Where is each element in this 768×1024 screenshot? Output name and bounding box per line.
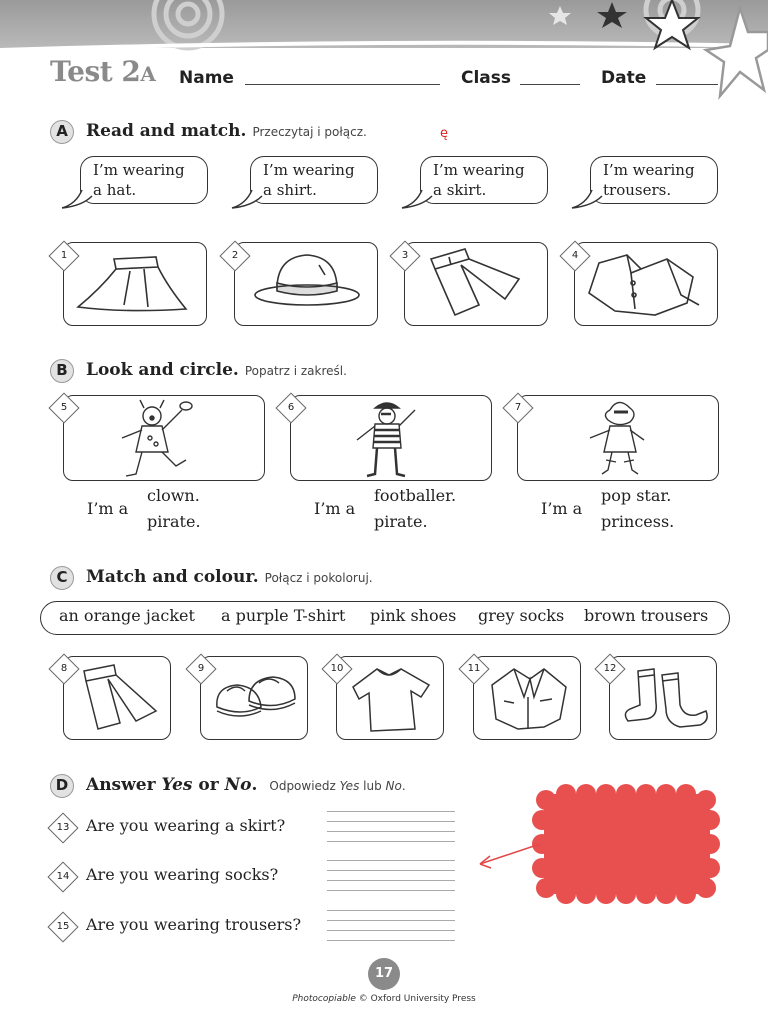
word-pink-shoes[interactable]: pink shoes [370, 606, 457, 625]
name-label: Name [179, 68, 234, 88]
word-grey-socks[interactable]: grey socks [478, 606, 565, 625]
page-number: 17 [368, 958, 400, 990]
section-d-badge: D [50, 774, 74, 798]
section-c-subtitle: Połącz i pokoloruj. [264, 571, 373, 585]
copyright-footer: Photocopiable © Oxford University Press [292, 994, 476, 1004]
question-13: Are you wearing a skirt? [86, 816, 286, 835]
word-orange-jacket[interactable]: an orange jacket [59, 606, 195, 625]
item-number-5: 5 [48, 392, 79, 423]
speech-bubble-hat[interactable]: I’m wearing a hat. [80, 156, 208, 204]
question-14: Are you wearing socks? [86, 865, 279, 884]
section-b-subtitle: Popatrz i zakreśl. [244, 364, 347, 378]
option-6-a[interactable]: footballer. [374, 486, 457, 505]
section-a-subtitle: Przeczytaj i połącz. [252, 125, 367, 139]
prompt-6: I’m a [314, 499, 356, 518]
question-15: Are you wearing trousers? [86, 915, 302, 934]
item-number-4: 4 [559, 240, 590, 271]
test-title: Test 2A [50, 55, 156, 88]
item-number-13: 13 [47, 812, 78, 843]
section-b-badge: B [50, 359, 74, 383]
word-brown-trousers[interactable]: brown trousers [584, 606, 709, 625]
date-label: Date [601, 68, 647, 88]
item-number-12: 12 [594, 653, 625, 684]
item-number-3: 3 [389, 240, 420, 271]
item-number-9: 9 [185, 653, 216, 684]
option-5-b[interactable]: pirate. [147, 512, 201, 531]
option-7-b[interactable]: princess. [601, 512, 675, 531]
section-b-title: Look and circle. Popatrz i zakreśl. [86, 360, 347, 380]
item-number-14: 14 [47, 861, 78, 892]
section-d-title: Answer Yes or No. Odpowiedz Yes lub No. [86, 775, 406, 795]
item-number-6: 6 [275, 392, 306, 423]
item-number-8: 8 [48, 653, 79, 684]
item-number-15: 15 [47, 911, 78, 942]
option-5-a[interactable]: clown. [147, 486, 200, 505]
speech-bubble-trousers[interactable]: I’m wearing trousers. [590, 156, 718, 204]
stray-mark: ę [440, 126, 448, 141]
section-a-title: Read and match. Przeczytaj i połącz. [86, 121, 367, 141]
option-6-b[interactable]: pirate. [374, 512, 428, 531]
section-d-subtitle: Odpowiedz Yes lub No. [269, 779, 406, 793]
section-c-badge: C [50, 566, 74, 590]
section-a-badge: A [50, 120, 74, 144]
prompt-5: I’m a [87, 499, 129, 518]
word-purple-t-shirt[interactable]: a purple T-shirt [221, 606, 346, 625]
prompt-7: I’m a [541, 499, 583, 518]
class-label: Class [461, 68, 512, 88]
item-number-10: 10 [321, 653, 352, 684]
option-7-a[interactable]: pop star. [601, 486, 672, 505]
speech-bubble-shirt[interactable]: I’m wearing a shirt. [250, 156, 378, 204]
item-number-11: 11 [458, 653, 489, 684]
item-number-7: 7 [502, 392, 533, 423]
item-number-1: 1 [48, 240, 79, 271]
item-number-2: 2 [219, 240, 250, 271]
section-c-title: Match and colour. Połącz i pokoloruj. [86, 567, 373, 587]
speech-bubble-skirt[interactable]: I’m wearing a skirt. [420, 156, 548, 204]
